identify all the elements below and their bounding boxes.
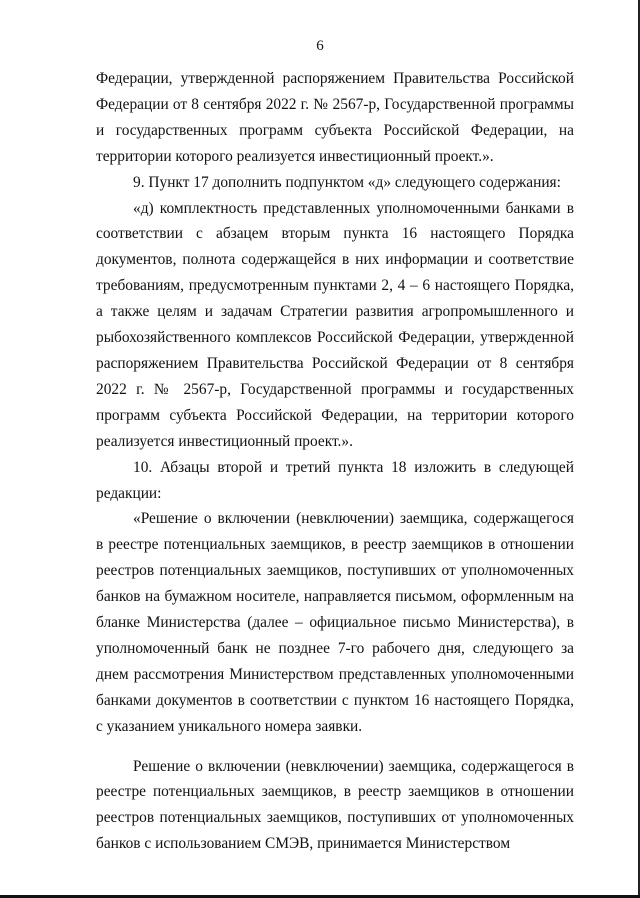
paragraph-item-9: 9. Пункт 17 дополнить подпунктом «д» следующего содержания:	[133, 173, 561, 191]
paragraph-continuation: Федерации, утвержденной распоряжением Правительства Российской Федерации от 8 сентября 2022 г. № 2567-р, Государственной программы и государственных программ субъекта Российской Федерации, на территории которого реализуется инвестиционный проект.».	[96, 70, 574, 165]
document-body	[96, 66, 574, 857]
paragraph-item-10: 10. Абзацы второй и третий пункта 18 изложить в следующей редакции:	[96, 458, 574, 502]
paragraph-subitem-d: «д) комплектность представленных уполномоченными банками в соответствии с абзацем вторым пункта 16 настоящего Порядка документов, полнота содержащейся в них информации и соответствие требованиям, предусмотренным пунктами 2, 4 – 6 настоящего Порядка, а также целям и задачам Стратегии развития агропромышленного и рыбохозяйственного комплексов Российской Федерации, утвержденной распоряжением Правительства Российской Федерации от 8 сентября 2022 г. № 2567-р, Государственной программы и государственных программ субъекта Российской Федерации, на территории которого реализуется инвестиционный проект.».	[96, 199, 574, 450]
paragraph-quoted-decision-smev: Решение о включении (невключении) заемщика, содержащегося в реестре потенциальных заемщиков, в реестр заемщиков в отношении реестров потенциальных заемщиков, поступивших от уполномоченных банков с использованием СМЭВ, принимается Министерством	[96, 757, 574, 853]
page-number: 6	[316, 38, 324, 54]
paragraph-quoted-decision-paper: «Решение о включении (невключении) заемщика, содержащегося в реестре потенциальных заемщиков, в реестр заемщиков в отношении реестров потенциальных заемщиков, поступивших от уполномоченных банков на бумажном носителе, направляется письмом, оформленным на бланке Министерства (далее – официальное письмо Министерства), в уполномоченный банк не позднее 7-го рабочего дня, следующего за днем рассмотрения Министерством представленных уполномоченными банками документов в соответствии с пунктом 16 настоящего Порядка, с указанием уникального номера заявки.	[96, 510, 574, 735]
